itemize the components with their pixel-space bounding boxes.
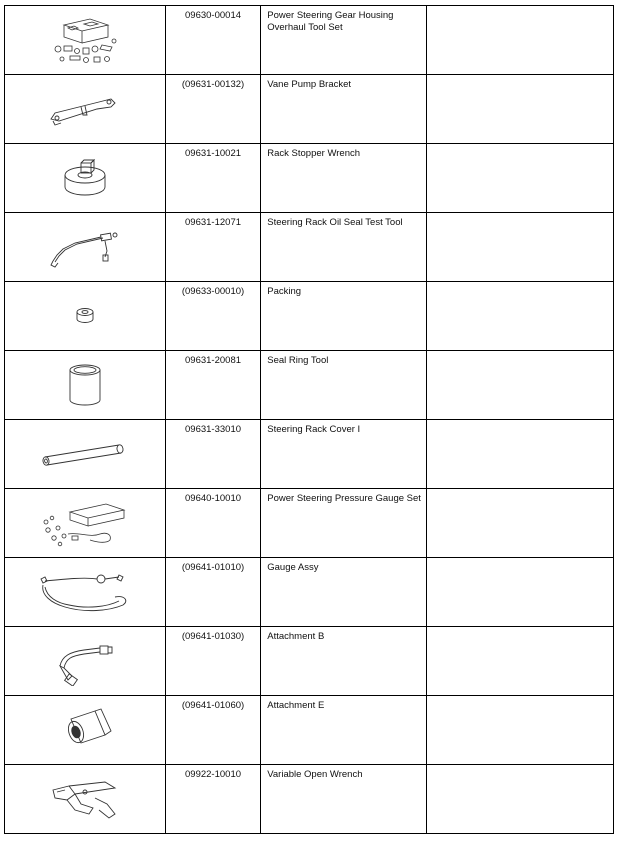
- tool-image-cell: [5, 75, 166, 144]
- part-number-cell: [165, 558, 260, 627]
- table-row: [5, 627, 614, 696]
- tool-name: Attachment B: [267, 631, 325, 642]
- part-number: (09631-00132): [181, 79, 245, 90]
- table-row: [5, 6, 614, 75]
- part-number: (09633-00010): [181, 286, 245, 297]
- part-number-cell: [165, 213, 260, 282]
- tool-name-cell: [261, 144, 427, 213]
- part-number: 09631-20081: [185, 355, 242, 366]
- table-row: [5, 351, 614, 420]
- table-row: [5, 213, 614, 282]
- stopper-wrench-icon: [5, 144, 164, 212]
- table-row: [5, 558, 614, 627]
- part-number-cell: [165, 696, 260, 765]
- part-number: 09640-10010: [185, 493, 242, 504]
- note-cell: [427, 6, 614, 75]
- tool-image-cell: [5, 282, 166, 351]
- part-number-cell: [165, 420, 260, 489]
- tool-name-cell: [261, 75, 427, 144]
- part-number: 09630-00014: [185, 10, 242, 21]
- table-row: [5, 144, 614, 213]
- tool-name: Packing: [267, 286, 302, 297]
- part-number: 09631-10021: [185, 148, 242, 159]
- part-number: (09641-01060): [181, 700, 245, 711]
- table-row: [5, 765, 614, 834]
- tool-name-cell: [261, 765, 427, 834]
- part-number: 09631-12071: [185, 217, 242, 228]
- part-number-cell: [165, 627, 260, 696]
- note-cell: [427, 558, 614, 627]
- table-row: [5, 489, 614, 558]
- part-number-cell: [165, 144, 260, 213]
- test-tool-icon: [5, 213, 164, 281]
- packing-icon: [5, 282, 164, 350]
- part-number-cell: [165, 282, 260, 351]
- part-number: (09641-01030): [181, 631, 245, 642]
- note-cell: [427, 627, 614, 696]
- tool-image-cell: [5, 558, 166, 627]
- tool-image-cell: [5, 696, 166, 765]
- seal-ring-icon: [5, 351, 164, 419]
- tool-name: Power Steering Gear Housing Overhaul Tool Set: [267, 10, 394, 33]
- attachment-e-icon: [5, 696, 164, 764]
- part-number-cell: [165, 351, 260, 420]
- tool-name: Seal Ring Tool: [267, 355, 329, 366]
- note-cell: [427, 489, 614, 558]
- special-tools-table: [4, 5, 614, 834]
- tool-image-cell: [5, 489, 166, 558]
- tool-name-cell: [261, 558, 427, 627]
- tool-name: Power Steering Pressure Gauge Set: [267, 493, 421, 504]
- note-cell: [427, 75, 614, 144]
- tool-name: Rack Stopper Wrench: [267, 148, 361, 159]
- note-cell: [427, 696, 614, 765]
- tool-name: Attachment E: [267, 700, 325, 711]
- part-number: 09922-10010: [185, 769, 242, 780]
- open-wrench-icon: [5, 765, 164, 833]
- tool-name: Steering Rack Cover I: [267, 424, 361, 435]
- tool-image-cell: [5, 213, 166, 282]
- table-row: [5, 282, 614, 351]
- tool-name: Vane Pump Bracket: [267, 79, 352, 90]
- tool-image-cell: [5, 6, 166, 75]
- table-row: [5, 75, 614, 144]
- tool-name-cell: [261, 489, 427, 558]
- part-number-cell: [165, 75, 260, 144]
- note-cell: [427, 213, 614, 282]
- gauge-set-icon: [5, 489, 164, 557]
- tool-name-cell: [261, 213, 427, 282]
- tool-name: Variable Open Wrench: [267, 769, 363, 780]
- note-cell: [427, 765, 614, 834]
- part-number-cell: [165, 765, 260, 834]
- tool-name-cell: [261, 696, 427, 765]
- tool-image-cell: [5, 351, 166, 420]
- tool-image-cell: [5, 144, 166, 213]
- note-cell: [427, 282, 614, 351]
- tool-name-cell: [261, 420, 427, 489]
- tool-name-cell: [261, 6, 427, 75]
- tool-set-icon: [5, 6, 164, 74]
- attachment-b-icon: [5, 627, 164, 695]
- tool-name-cell: [261, 282, 427, 351]
- tool-name: Gauge Assy: [267, 562, 319, 573]
- rack-cover-icon: [5, 420, 164, 488]
- tool-name-cell: [261, 351, 427, 420]
- tool-image-cell: [5, 420, 166, 489]
- note-cell: [427, 144, 614, 213]
- tool-image-cell: [5, 765, 166, 834]
- part-number: 09631-33010: [185, 424, 242, 435]
- tool-name-cell: [261, 627, 427, 696]
- tool-image-cell: [5, 627, 166, 696]
- bracket-icon: [5, 75, 164, 143]
- tool-name: Steering Rack Oil Seal Test Tool: [267, 217, 403, 228]
- part-number: (09641-01010): [181, 562, 245, 573]
- part-number-cell: [165, 489, 260, 558]
- note-cell: [427, 420, 614, 489]
- note-cell: [427, 351, 614, 420]
- table-row: [5, 696, 614, 765]
- gauge-assy-icon: [5, 558, 164, 626]
- table-row: [5, 420, 614, 489]
- part-number-cell: [165, 6, 260, 75]
